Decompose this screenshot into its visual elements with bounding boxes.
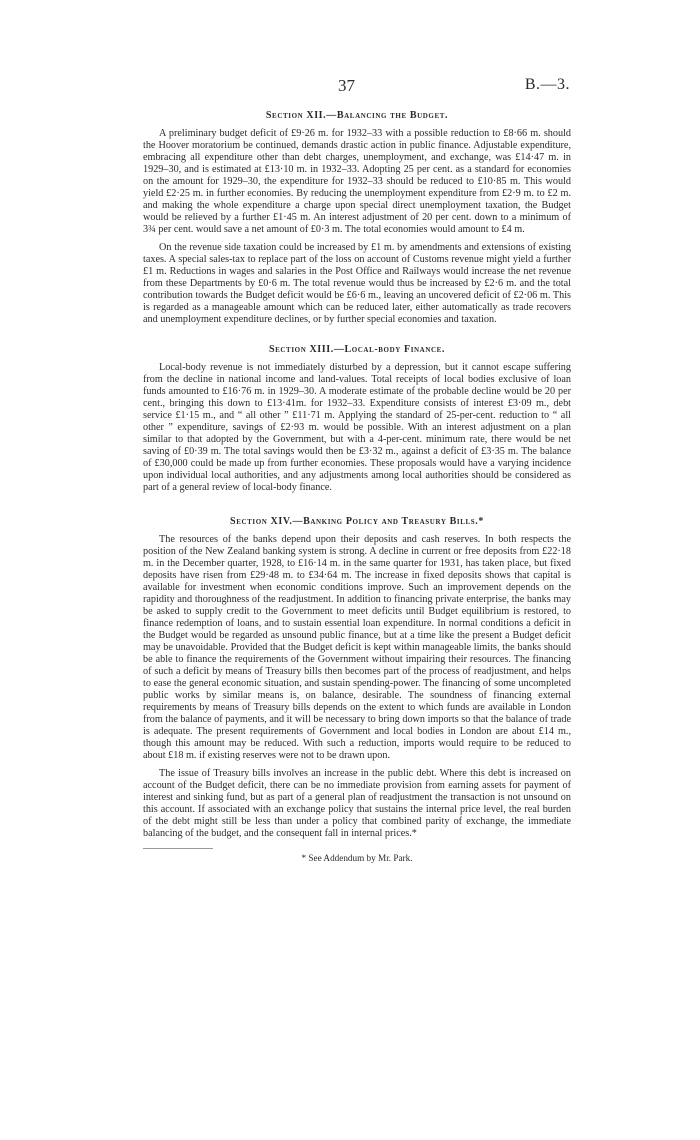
paragraph: On the revenue side taxation could be increased by £1 m. by amendments and extensions of existing taxes. A special sales-tax to replace part of the loss on account of Customs revenue might yield a further £1 m. Reductions in wages and salaries in the Post Office and Railways would increase the net revenue from these Departments by £0·6 m. The total revenue would thus be increased by £2·6 m. and the total contribution towards the Budget deficit would be £6·6 m., leaving an uncovered deficit of £2·06 m. This is regarded as a manageable amount which can be reduced later, either automatically as trade recovers and unemployment expenditure declines, or by further special economies and taxation. xyxy=(143,242,571,325)
paragraph: Local-body revenue is not immediately disturbed by a depression, but it cannot escape suffering from the decline in national income and land-values. Total receipts of local bodies exclusive of loan funds amounted to £16·76 m. in 1929–30. A moderate estimate of the probable decline would be 20 per cent., bringing this down to £13·41m. for 1932–33. Expenditure consists of interest £3·09 m., debt service £1·15 m., and “ all other ” £11·71 m. Applying the standard of 25-per-cent. reduction to “ all other ” expenditure, savings of £2·93 m. would be possible. With an interest adjustment on a plan similar to that adopted by the Government, but with a 4-per-cent. minimum rate, there would be net saving of £0·39 m. The total savings would then be £3·32 m., against a deficit of £3·35 m. The balance of £30,000 could be made up from further economies. These proposals would have a varying incidence upon individual local authorities, and any adjustments among local authorities should be considered as part of a general review of local-body finance. xyxy=(143,362,571,493)
page-body xyxy=(143,110,571,863)
footnote-rule xyxy=(143,848,213,849)
footnote: * See Addendum by Mr. Park. xyxy=(301,853,413,863)
paragraph: The issue of Treasury bills involves an increase in the public debt. Where this debt is increased on account of the Budget deficit, there can be no immediate provision from earning assets for payment of interest and sinking fund, but as part of a general plan of readjustment the transaction is not unsound on this account. If associated with an exchange policy that sustains the internal price level, the real burden of the debt might still be less than under a policy that combined parity of exchange, the immediate balancing of the budget, and the consequent fall in internal prices.* xyxy=(143,768,571,839)
section-xiii xyxy=(143,344,571,494)
section-heading: Section XII.—Balancing the Budget. xyxy=(265,110,449,121)
section-heading: Section XIV.—Banking Policy and Treasury Bills.* xyxy=(230,516,484,527)
paragraph: The resources of the banks depend upon their deposits and cash reserves. In both respects the position of the New Zealand banking system is strong. A decline in current or free deposits from £22·18 m. in the December quarter, 1928, to £16·14 m. in the same quarter for 1931, has taken place, but fixed deposits have risen from £29·48 m. to £34·64 m. The increase in fixed deposits shows that capital is available for investment when economic conditions improve. Such an improvement depends on the rapidity and thoroughness of the readjustment. In addition to financing private enterprise, the banks may be asked to supply credit to the Government to meet deficits until Budget equilibrium is restored, to finance redemption of loans, and to sustain essential loan expenditure. In normal conditions a deficit in the Budget would be regarded as unsound public finance, but at a time like the present a Budget deficit may be unavoidable. Provided that the Budget deficit is kept within manageable limits, the banks should be able to finance the requirements of the Government without impairing their resources. The financing of such a deficit by means of Treasury bills then becomes part of the process of readjustment, and helps to ease the general economic situation, and sustain spending-power. The financing of some uncompleted public works by similar means is, on balance, desirable. The soundness of financing external requirements by means of Treasury bills depends on the extent to which funds are available in London from the balance of payments, and it will be necessary to bring down imports so that the balance of trade is adequate. The present requirements of Government and local bodies in London are about £14 m., though this amount may be reduced. With such a reduction, imports would require to be reduced to about £18 m. if existing reserves were not to be drawn upon. xyxy=(143,534,571,761)
paragraph: A preliminary budget deficit of £9·26 m. for 1932–33 with a possible reduction to £8·66 m. should the Hoover moratorium be continued, demands drastic action in public finance. Adjustable expenditure, embracing all expenditure other than debt charges, unemployment, and exchange, was £14·47 m. in 1929–30, and is estimated at £13·10 m. in 1932–33. Adopting 25 per cent. as a standard for economies on the amount for 1929–30, the expenditure for 1932–33 should be reduced to £10·85 m. This would yield £2·25 m. in further economies. By reducing the unemployment expenditure from £2·9 m. to £2 m. and making the whole expenditure a charge upon special direct unemployment taxation, the Budget would be relieved by a further £1·45 m. An interest adjustment of 20 per cent. down to a minimum of 3¾ per cent. would save a net amount of £0·3 m. The total economies would amount to £4 m. xyxy=(143,128,571,235)
document-reference: B.—3. xyxy=(524,76,570,93)
page-header xyxy=(0,76,700,98)
section-xiv xyxy=(143,516,571,840)
section-xii xyxy=(143,110,571,326)
section-heading: Section XIII.—Local-body Finance. xyxy=(268,344,446,355)
page-number: 37 xyxy=(338,76,355,95)
